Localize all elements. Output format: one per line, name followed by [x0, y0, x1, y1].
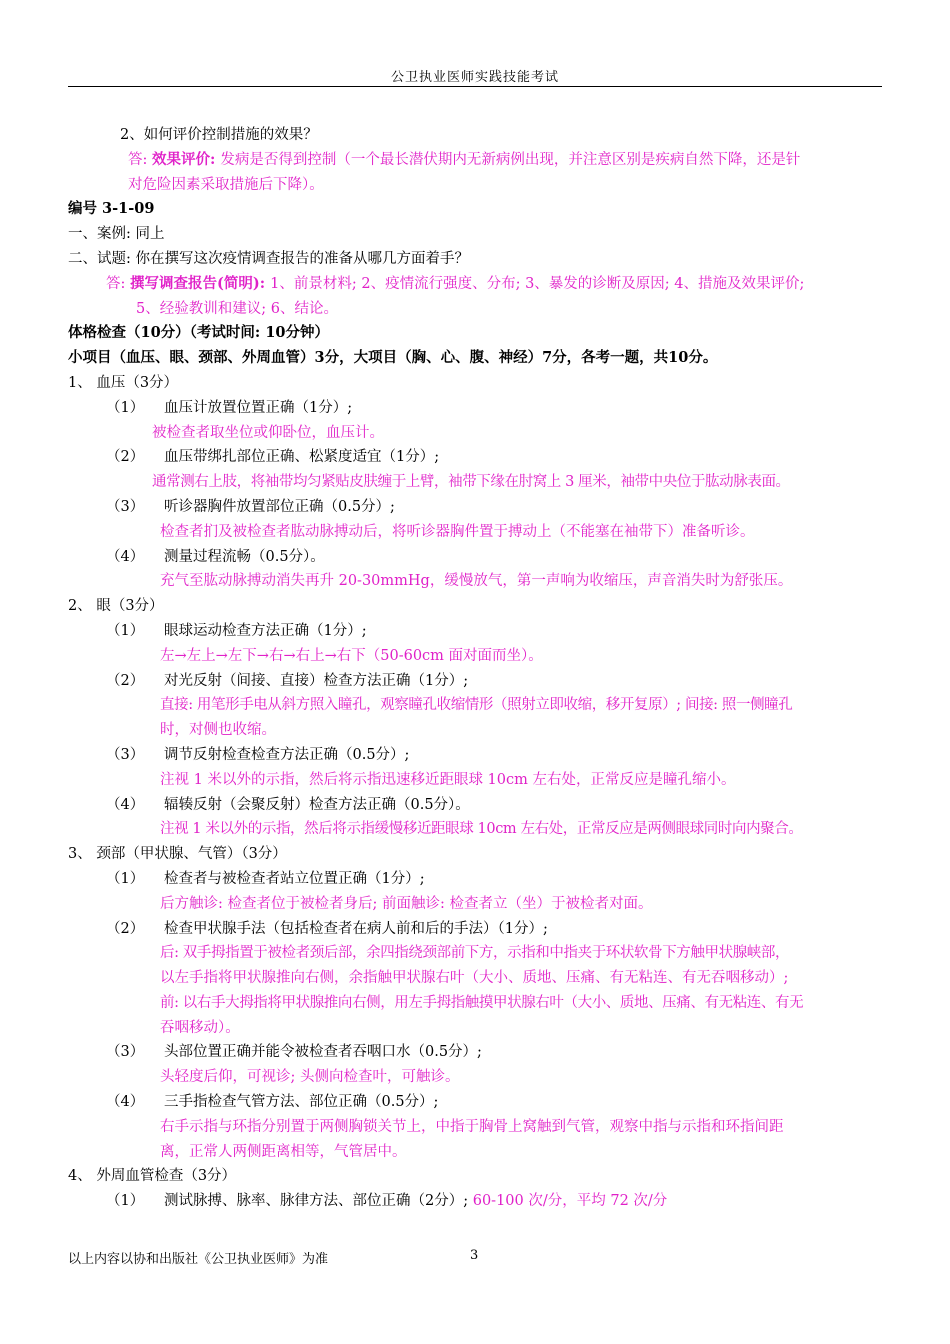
text-line [68, 892, 884, 917]
text-line [68, 321, 884, 346]
line-text: 听诊器胸件放置部位正确（0.5分）; [164, 498, 395, 515]
line-text: 测量过程流畅（0.5分）。 [164, 548, 325, 565]
text-line [68, 421, 884, 446]
answer-text: 5、经验教训和建议; 6、结论。 [136, 300, 338, 317]
item-number: （3） [106, 498, 145, 515]
answer-text: 被检查者取坐位或仰卧位，血压计。 [152, 424, 384, 441]
text-line [68, 966, 884, 991]
answer-text: 对危险因素采取措施后下降）。 [128, 176, 324, 193]
page-number: 3 [470, 1248, 479, 1263]
item-number: （1） [106, 870, 145, 887]
answer-text: 效果评价: [152, 150, 221, 168]
text-line [68, 148, 884, 173]
item-number: （3） [106, 746, 145, 763]
line-text: 对光反射（间接、直接）检查方法正确（1分）; [164, 672, 469, 689]
text-line [68, 817, 884, 842]
line-text: 头部位置正确并能令被检查者吞咽口水（0.5分）; [164, 1044, 482, 1061]
header-rule [68, 86, 882, 87]
text-line [68, 768, 884, 793]
answer-text: 检查者扪及被检查者肱动脉搏动后，将听诊器胸件置于搏动上（不能塞在袖带下）准备听诊。 [160, 523, 755, 540]
line-text: 2、如何评价控制措施的效果？ [120, 127, 318, 143]
text-line [68, 619, 884, 644]
answer-text: 直接: 用笔形手电从斜方照入瞳孔，观察瞳孔收缩情形（照射立即收缩，移开复原）; 间接: 照一侧瞳孔 [160, 697, 793, 714]
text-line [68, 346, 884, 371]
text-line [68, 594, 884, 619]
text-line [68, 197, 884, 222]
answer-text: 右手示指与环指分别置于两侧胸锁关节上，中指于胸骨上窝触到气管，观察中指与示指和环指间距 [160, 1118, 784, 1135]
line-text: 小项目（血压、眼、颈部、外周血管）3分，大项目（胸、心、腹、神经）7分，各考一题，共10分。 [68, 349, 718, 367]
answer-text: 前: 以右手大拇指将甲状腺推向右侧，用左手拇指触摸甲状腺右叶（大小、质地、压痛、有无粘连、有无 [160, 994, 804, 1011]
text-line [68, 222, 884, 247]
answer-text: 注视 1 米以外的示指，然后将示指缓慢移近距眼球 10cm 左右处，正常反应是两侧眼球同时向内聚合。 [160, 821, 803, 838]
line-text: 血压计放置位置正确（1分）; [164, 399, 353, 416]
answer-text: 离，正常人两侧距离相等，气管居中。 [160, 1143, 407, 1160]
text-line [68, 693, 884, 718]
line-text: 编号 3-1-09 [68, 200, 155, 218]
item-number: （4） [106, 548, 145, 565]
page-header: 公卫执业医师实践技能考试 [390, 70, 559, 85]
answer-text: 充气至肱动脉搏动消失再升 20-30mmHg，缓慢放气，第一声响为收缩压，声音消失时为舒张压。 [160, 573, 793, 590]
item-number: （2） [106, 449, 145, 466]
text-line [68, 173, 884, 198]
text-line [68, 842, 884, 867]
text-line [68, 991, 884, 1016]
line-text: 测试脉搏、脉率、脉律方法、部位正确（2分）; [164, 1193, 473, 1210]
line-text: 调节反射检查检查方法正确（0.5分）; [164, 746, 410, 763]
line-text: 检查甲状腺手法（包括检查者在病人前和后的手法）（1分）; [164, 920, 548, 937]
text-line [68, 1164, 884, 1189]
text-line [68, 569, 884, 594]
text-line [68, 669, 884, 694]
text-line [68, 495, 884, 520]
line-text: 4、 外周血管检查（3分） [68, 1168, 237, 1185]
text-line [68, 1115, 884, 1140]
answer-text: 撰写调查报告(简明): [130, 274, 271, 292]
text-line [68, 1140, 884, 1165]
text-line [68, 520, 884, 545]
item-number: （2） [106, 672, 145, 689]
answer-text: 时，对侧也收缩。 [160, 722, 276, 739]
text-line [68, 1016, 884, 1041]
answer-text: 通常测右上肢，将袖带均匀紧贴皮肤缠于上臂，袖带下缘在肘窝上 3 厘米，袖带中央位于肱动脉表面。 [152, 474, 790, 491]
text-line [68, 1090, 884, 1115]
item-number: （4） [106, 796, 145, 813]
answer-text: 注视 1 米以外的示指，然后将示指迅速移近距眼球 10cm 左右处，正常反应是瞳孔缩小。 [160, 771, 736, 788]
text-line [68, 644, 884, 669]
line-text: 一、案例: 同上 [68, 226, 165, 243]
line-text: 2、 眼（3分） [68, 598, 164, 615]
text-line [68, 1040, 884, 1065]
item-number: （2） [106, 920, 145, 937]
line-text: 1、 血压（3分） [68, 374, 179, 391]
text-line [68, 445, 884, 470]
text-line [68, 247, 884, 272]
text-line [68, 123, 884, 148]
text-line [68, 917, 884, 942]
item-number: （1） [106, 622, 145, 639]
text-line [68, 941, 884, 966]
answer-text: 吞咽移动）。 [160, 1019, 240, 1036]
text-line [68, 743, 884, 768]
answer-text: 答: [106, 275, 130, 292]
answer-text: 以左手指将甲状腺推向右侧，余指触甲状腺右叶（大小、质地、压痛、有无粘连、有无吞咽移动）; [160, 970, 789, 987]
answer-text: 60-100 次/分，平均 72 次/分 [472, 1193, 668, 1210]
text-line [68, 793, 884, 818]
answer-text: 后: 双手拇指置于被检者颈后部，余四指绕颈部前下方，示指和中指夹于环状软骨下方触甲状腺峡部， [160, 945, 790, 962]
text-line [68, 297, 884, 322]
text-line [68, 545, 884, 570]
answer-text: 头轻度后仰，可视诊; 头侧向检查叶，可触诊。 [160, 1069, 460, 1086]
line-text: 检查者与被检查者站立位置正确（1分）; [164, 870, 425, 887]
line-text: 辐辏反射（会聚反射）检查方法正确（0.5分）。 [164, 796, 470, 813]
answer-text: 发病是否得到控制（一个最长潜伏期内无新病例出现，并注意区别是疾病自然下降，还是针 [220, 151, 801, 168]
text-line [68, 867, 884, 892]
answer-text: 1、前景材料; 2、疫情流行强度、分布; 3、暴发的诊断及原因; 4、措施及效果评价; [270, 275, 805, 292]
item-number: （3） [106, 1044, 145, 1061]
item-number: （4） [106, 1094, 145, 1111]
answer-text: 后方触诊: 检查者位于被检者身后; 前面触诊: 检查者立（坐）于被检者对面。 [160, 895, 653, 912]
text-line [68, 1065, 884, 1090]
text-line [68, 1189, 884, 1214]
item-number: （1） [106, 399, 145, 416]
line-text: 眼球运动检查方法正确（1分）; [164, 622, 367, 639]
text-line [68, 396, 884, 421]
text-line [68, 718, 884, 743]
line-text: 3、 颈部（甲状腺、气管）（3分） [68, 846, 287, 863]
text-line [68, 470, 884, 495]
item-number: （1） [106, 1193, 145, 1210]
line-text: 体格检查（10分）（考试时间: 10分钟） [68, 324, 330, 342]
footer-note: 以上内容以协和出版社《公卫执业医师》为准 [68, 1252, 329, 1267]
answer-text: 答: [128, 151, 152, 168]
line-text: 二、试题: 你在撰写这次疫情调查报告的准备从哪几方面着手？ [68, 250, 469, 267]
line-text: 血压带绑扎部位正确、松紧度适宜（1分）; [164, 449, 440, 466]
line-text: 三手指检查气管方法、部位正确（0.5分）; [164, 1094, 439, 1111]
text-line [68, 272, 884, 297]
text-line [68, 371, 884, 396]
answer-text: 左→左上→左下→右→右上→右下（50-60cm 面对面而坐）。 [160, 647, 543, 664]
document-body [68, 123, 884, 1214]
